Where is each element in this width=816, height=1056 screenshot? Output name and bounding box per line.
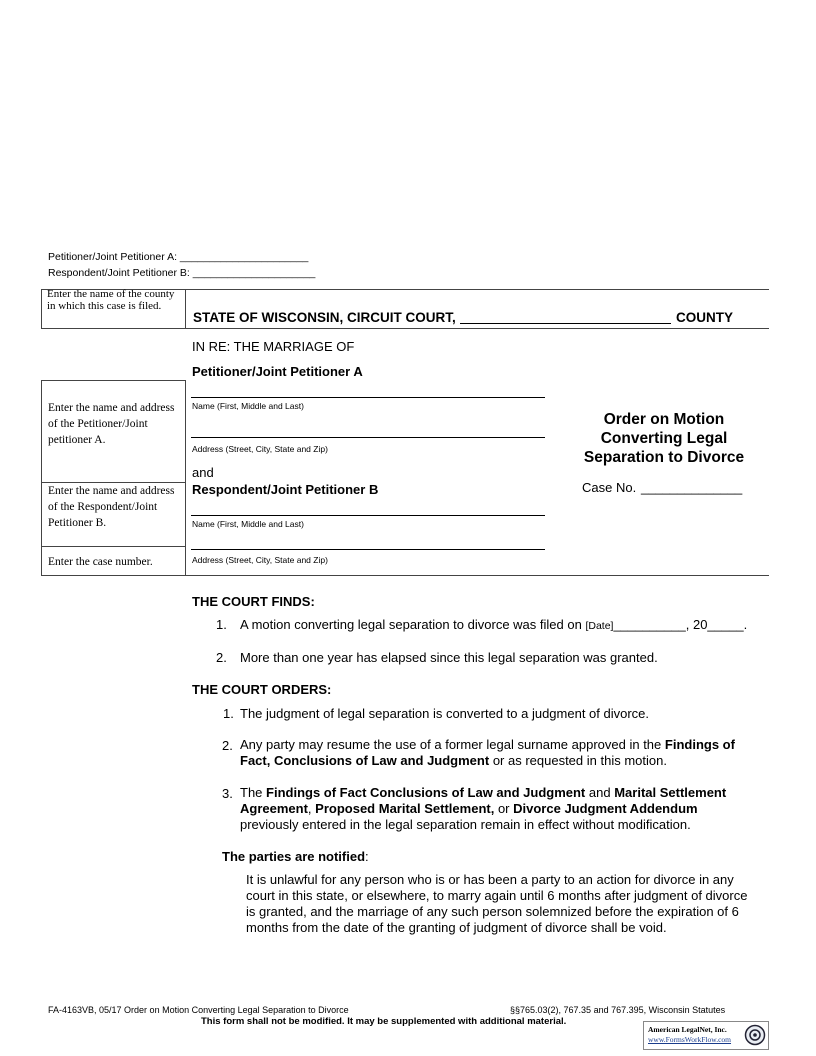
finds-item-1-number: 1.	[216, 617, 227, 632]
petitioner-a-label: Petitioner/Joint Petitioner A:	[48, 251, 180, 263]
orders-item-1-text: The judgment of legal separation is converted to a judgment of divorce.	[240, 706, 650, 721]
petitioner-a-header	[48, 251, 308, 263]
respondent-name-hint: Name (First, Middle and Last)	[192, 519, 304, 529]
orders-item-2-part-a: Any party may resume the use of a former legal surname approved in the	[240, 737, 662, 752]
orders-item-3-remainder: previously entered in the legal separation remain in effect without modification.	[240, 817, 691, 832]
orders-item-3-addendum-title: Divorce Judgment Addendum	[513, 801, 698, 816]
date-hint: [Date]	[585, 620, 614, 632]
petitioner-a-blank[interactable]: ______________________	[179, 251, 309, 263]
finds-item-2-text: More than one year has elapsed since this legal separation was granted.	[240, 650, 658, 665]
sidebar-petitioner-top-rule	[41, 380, 186, 381]
caption-bottom-rule	[41, 575, 769, 576]
respondent-address-input[interactable]	[191, 549, 545, 550]
logo-url[interactable]: www.FormsWorkFlow.com	[648, 1035, 732, 1044]
sidebar-divider-top	[185, 289, 186, 329]
respondent-name-input[interactable]	[191, 515, 545, 516]
orders-item-3-and: and	[588, 785, 611, 800]
form-id: FA-4163VB, 05/17 Order on Motion Converting Legal Separation to Divorce	[48, 1005, 349, 1015]
petitioner-address-hint: Address (Street, City, State and Zip)	[192, 444, 328, 454]
orders-item-3-or: or	[497, 801, 510, 816]
case-number-input[interactable]: ______________	[641, 480, 743, 495]
orders-item-2-findings-title: Findings of Fact, Conclusions of Law and Judgment	[240, 737, 735, 768]
orders-item-2-part-c: or as requested in this motion.	[492, 753, 667, 768]
and-label: and	[192, 465, 214, 480]
petitioner-a-heading: Petitioner/Joint Petitioner A	[192, 364, 363, 379]
petitioner-address-input[interactable]	[191, 437, 545, 438]
notice-colon: :	[365, 849, 369, 864]
orders-item-3-number: 3.	[222, 786, 233, 801]
finds-item-1	[240, 617, 747, 632]
notice-heading-text: The parties are notified	[222, 849, 366, 864]
state-court-label: STATE OF WISCONSIN, CIRCUIT COURT,	[193, 310, 456, 325]
petitioner-name-hint: Name (First, Middle and Last)	[192, 401, 304, 411]
caption-county-rule	[41, 328, 769, 329]
finds-item-2-number: 2.	[216, 650, 227, 665]
county-note: Enter the name of the county in which this case is filed.	[47, 288, 175, 312]
orders-item-1-number: 1.	[223, 706, 234, 721]
globe-icon	[744, 1024, 766, 1046]
sidebar-case-top-rule	[41, 546, 186, 547]
statutes-reference: §§765.03(2), 767.35 and 767.395, Wisconsin Statutes	[510, 1005, 726, 1015]
orders-item-3-part-a: The	[240, 785, 263, 800]
orders-item-3-msa-title: Marital Settlement Agreement	[240, 785, 727, 816]
petitioner-note: Enter the name and address of the Petitioner/Joint petitioner A.	[48, 402, 175, 446]
county-input[interactable]	[460, 323, 671, 324]
respondent-note: Enter the name and address of the Respondent/Joint Petitioner B.	[48, 485, 175, 529]
sidebar-left-border-top	[41, 289, 42, 329]
notice-text: It is unlawful for any person who is or has been a party to an action for divorce in any court in this state, or elsewhere, to marry again until 6 months after judgment of divorce is granted, and the marriage of any such person solemnized before the expiration of 6 months from the date of the granting of judgment of divorce shall be void.	[246, 872, 748, 935]
respondent-b-blank[interactable]: _____________________	[192, 267, 316, 279]
respondent-b-heading: Respondent/Joint Petitioner B	[192, 482, 379, 497]
petitioner-name-input[interactable]	[191, 397, 545, 398]
county-label: COUNTY	[676, 310, 733, 325]
orders-item-3-findings-title: Findings of Fact Conclusions of Law and Judgment	[266, 785, 586, 800]
case-number-note: Enter the case number.	[48, 556, 153, 568]
notice-heading	[222, 849, 369, 864]
orders-item-3-comma: ,	[307, 801, 312, 816]
respondent-address-hint: Address (Street, City, State and Zip)	[192, 555, 328, 565]
respondent-b-header	[48, 267, 315, 279]
modification-notice: This form shall not be modified. It may be supplemented with additional material.	[201, 1016, 567, 1027]
document-title	[564, 410, 764, 467]
finds-item-1-text: A motion converting legal separation to divorce was filed on	[240, 617, 582, 632]
court-orders-heading: THE COURT ORDERS:	[192, 682, 332, 697]
title-line-2: Converting Legal	[600, 430, 728, 447]
orders-item-2-number: 2.	[222, 738, 233, 753]
orders-item-3-text	[240, 785, 756, 833]
logo-company-name: American LegalNet, Inc.	[648, 1025, 727, 1034]
orders-item-3-proposed-title: Proposed Marital Settlement,	[315, 801, 495, 816]
in-re-label: IN RE: THE MARRIAGE OF	[192, 339, 355, 354]
respondent-b-label: Respondent/Joint Petitioner B:	[48, 267, 193, 279]
filed-date-input[interactable]: __________, 20_____.	[613, 617, 748, 632]
case-number-label: Case No.	[582, 480, 637, 495]
orders-item-2-text	[240, 737, 756, 769]
publisher-logo[interactable]	[643, 1021, 769, 1050]
court-finds-heading: THE COURT FINDS:	[192, 594, 315, 609]
title-line-1: Order on Motion	[603, 411, 725, 428]
title-line-3: Separation to Divorce	[583, 449, 745, 466]
